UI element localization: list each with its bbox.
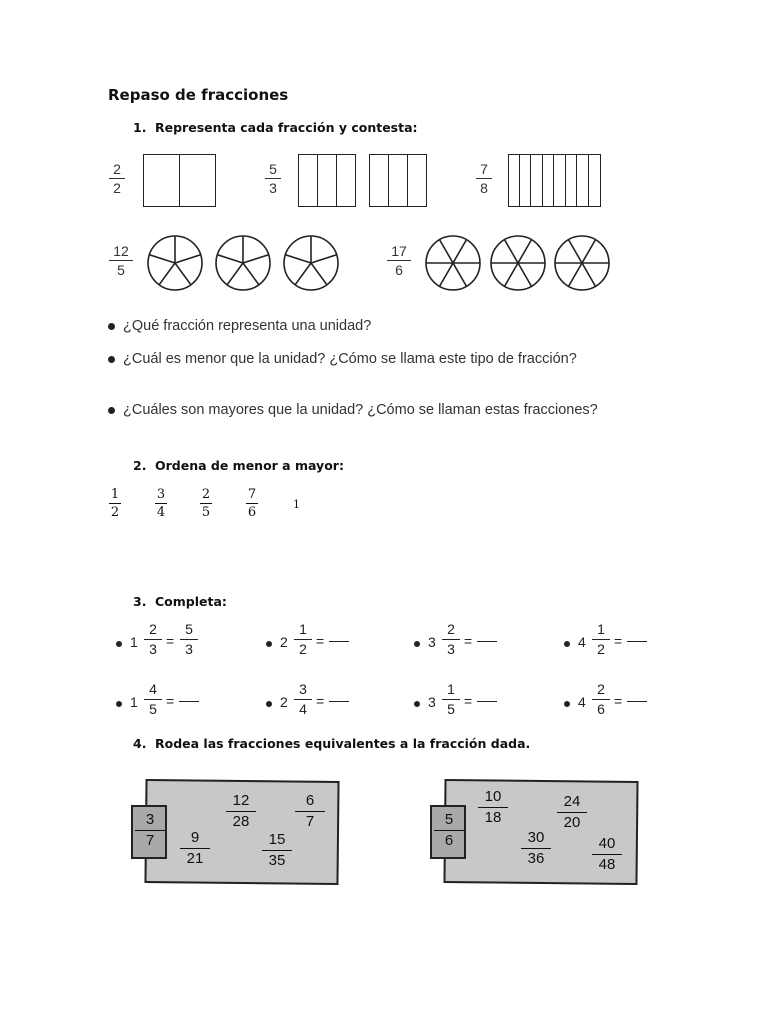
- numerator: 24: [563, 793, 581, 810]
- denominator: 2: [110, 505, 120, 520]
- numerator: 1: [110, 487, 120, 502]
- question-text: ¿Cuáles son mayores que la unidad? ¿Cómo se llaman estas fracciones?: [123, 402, 598, 418]
- numerator: 3: [299, 681, 307, 697]
- numerator: 10: [484, 788, 502, 805]
- question-text: ¿Cuál es menor que la unidad? ¿Cómo se llama este tipo de fracción?: [123, 351, 577, 367]
- equals-sign: =: [614, 633, 623, 649]
- denominator: 48: [598, 855, 616, 873]
- denominator: 21: [186, 849, 204, 867]
- numerator: 9: [190, 829, 200, 846]
- section-3-number: 3.: [133, 594, 147, 609]
- bullet-icon: [414, 701, 420, 707]
- bullet-icon: [116, 701, 122, 707]
- equals-sign: =: [614, 693, 623, 709]
- bullet-icon: [266, 701, 272, 707]
- section-4-text: Rodea las fracciones equivalentes a la fracción dada.: [155, 736, 531, 751]
- denominator: 5: [201, 505, 211, 520]
- equals-sign: =: [316, 693, 325, 709]
- option-fraction[interactable]: [180, 830, 210, 867]
- numerator: 3: [156, 487, 166, 502]
- equals-sign: =: [166, 693, 175, 709]
- numerator: 30: [527, 829, 545, 846]
- mixed-number-item-4: [564, 621, 664, 664]
- denominator: 7: [145, 831, 155, 849]
- denominator: 5: [117, 262, 125, 278]
- mixed-number-item-7: [414, 681, 514, 724]
- denominator: 6: [395, 262, 403, 278]
- option-fraction[interactable]: [557, 794, 587, 831]
- section-1-number: 1.: [133, 120, 147, 135]
- numerator: 12: [232, 792, 250, 809]
- section-2-heading: [133, 458, 344, 473]
- denominator: 36: [527, 849, 545, 867]
- answer-blank[interactable]: [477, 701, 497, 702]
- numerator: 1: [299, 621, 307, 637]
- option-fraction[interactable]: [262, 832, 292, 869]
- equals-sign: =: [166, 633, 175, 649]
- bullet-icon: [108, 356, 115, 363]
- answer-blank[interactable]: [329, 641, 349, 642]
- denominator: 4: [156, 505, 166, 520]
- bullet-icon: [564, 641, 570, 647]
- bullet-icon: [116, 641, 122, 647]
- order-fraction-3: [200, 488, 212, 519]
- fraction-part: [442, 622, 460, 656]
- answer-blank[interactable]: [329, 701, 349, 702]
- denominator: 6: [444, 831, 454, 849]
- order-fraction-1: [109, 488, 121, 519]
- equals-sign: =: [464, 693, 473, 709]
- numerator: 2: [597, 681, 605, 697]
- denominator: 8: [480, 180, 488, 196]
- numerator: 12: [113, 243, 129, 259]
- numerator: 17: [391, 243, 407, 259]
- answer-blank[interactable]: [627, 641, 647, 642]
- denominator: 3: [447, 640, 455, 657]
- denominator: 18: [484, 808, 502, 826]
- fraction-part: [144, 622, 162, 656]
- section-2-number: 2.: [133, 458, 147, 473]
- order-whole-number: 1: [293, 498, 300, 511]
- numerator: 2: [201, 487, 211, 502]
- section-4-number: 4.: [133, 736, 147, 751]
- mixed-number-item-6: [266, 681, 366, 724]
- numerator: 1: [447, 681, 455, 697]
- circle-diagrams: [0, 0, 768, 320]
- bullet-icon: [108, 407, 115, 414]
- denominator: 7: [305, 812, 315, 830]
- numerator: 5: [444, 811, 454, 828]
- option-fraction[interactable]: [295, 793, 325, 830]
- circle-sixths-2: [491, 236, 545, 290]
- circle-fifths-2: [216, 236, 270, 290]
- denominator: 35: [268, 851, 286, 869]
- numerator: 5: [185, 621, 193, 637]
- question-2: [108, 351, 577, 367]
- equals-sign: =: [316, 633, 325, 649]
- denominator: 6: [597, 700, 605, 717]
- numerator: 2: [447, 621, 455, 637]
- answer-blank[interactable]: [627, 701, 647, 702]
- whole-part: 2: [280, 694, 288, 710]
- denominator: 4: [299, 700, 307, 717]
- question-text: ¿Qué fracción representa una unidad?: [123, 318, 372, 334]
- circle-fifths-3: [284, 236, 338, 290]
- bullet-icon: [108, 323, 115, 330]
- answer-blank[interactable]: [179, 701, 199, 702]
- section-1-text: Representa cada fracción y contesta:: [155, 120, 418, 135]
- option-fraction[interactable]: [521, 830, 551, 867]
- numerator: 2: [149, 621, 157, 637]
- bullet-icon: [414, 641, 420, 647]
- option-fraction[interactable]: [478, 789, 508, 826]
- whole-part: 3: [428, 694, 436, 710]
- whole-part: 1: [130, 694, 138, 710]
- circle-sixths-1: [426, 236, 480, 290]
- circle-sixths-3: [555, 236, 609, 290]
- whole-part: 2: [280, 634, 288, 650]
- numerator: 2: [113, 161, 121, 177]
- fraction-part: [294, 622, 312, 656]
- question-3: [108, 402, 598, 418]
- numerator: 6: [305, 792, 315, 809]
- circle-fifths-1: [148, 236, 202, 290]
- page-title: Repaso de fracciones: [108, 86, 289, 104]
- given-fraction-3-7: [135, 812, 165, 849]
- order-fraction-4: [246, 488, 258, 519]
- denominator: 3: [269, 180, 277, 196]
- numerator: 15: [268, 831, 286, 848]
- denominator: 2: [299, 640, 307, 657]
- mixed-number-item-2: [266, 621, 366, 664]
- fraction-part: [294, 682, 312, 716]
- option-fraction[interactable]: [592, 836, 622, 873]
- answer-fraction: [180, 622, 198, 656]
- bullet-icon: [564, 701, 570, 707]
- mixed-number-item-5: [116, 681, 216, 724]
- denominator: 2: [113, 180, 121, 196]
- mixed-number-item-8: [564, 681, 664, 724]
- whole-part: 1: [130, 634, 138, 650]
- fraction-part: [442, 682, 460, 716]
- denominator: 20: [563, 813, 581, 831]
- answer-blank[interactable]: [477, 641, 497, 642]
- section-2-text: Ordena de menor a mayor:: [155, 458, 344, 473]
- whole-part: 4: [578, 634, 586, 650]
- question-1: [108, 318, 371, 334]
- denominator: 2: [597, 640, 605, 657]
- denominator: 3: [185, 640, 193, 657]
- option-fraction[interactable]: [226, 793, 256, 830]
- denominator: 5: [447, 700, 455, 717]
- numerator: 5: [269, 161, 277, 177]
- whole-part: 3: [428, 634, 436, 650]
- denominator: 3: [149, 640, 157, 657]
- section-3-text: Completa:: [155, 594, 227, 609]
- denominator: 28: [232, 812, 250, 830]
- mixed-number-item-3: [414, 621, 514, 664]
- order-fraction-2: [155, 488, 167, 519]
- bullet-icon: [266, 641, 272, 647]
- denominator: 6: [247, 505, 257, 520]
- numerator: 4: [149, 681, 157, 697]
- numerator: 3: [145, 811, 155, 828]
- section-4-heading: [133, 736, 530, 751]
- numerator: 7: [480, 161, 488, 177]
- whole-part: 4: [578, 694, 586, 710]
- denominator: 5: [149, 700, 157, 717]
- section-3-heading: [133, 594, 227, 609]
- numerator: 7: [247, 487, 257, 502]
- numerator: 40: [598, 835, 616, 852]
- fraction-part: [144, 682, 162, 716]
- numerator: 1: [597, 621, 605, 637]
- fraction-part: [592, 682, 610, 716]
- equals-sign: =: [464, 633, 473, 649]
- given-fraction-5-6: [434, 812, 464, 849]
- fraction-part: [592, 622, 610, 656]
- mixed-number-item-1: [116, 621, 216, 664]
